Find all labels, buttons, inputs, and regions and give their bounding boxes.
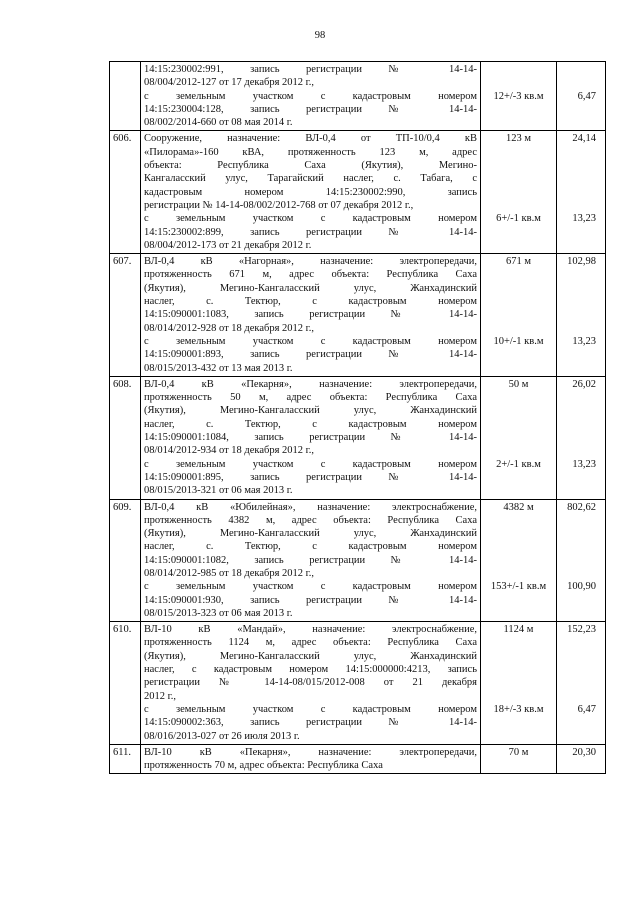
- row-number: 609.: [110, 499, 141, 622]
- value: 13,23: [572, 458, 596, 470]
- description-line: 08/014/2012-934 от 18 декабря 2012 г.,: [144, 445, 315, 457]
- object-description: [141, 376, 481, 499]
- description-line: 08/015/2013-323 от 06 мая 2013 г.: [144, 607, 293, 619]
- description-line: 08/002/2014-660 от 08 мая 2014 г.: [144, 117, 293, 129]
- table-row: [110, 131, 606, 254]
- area-length: 123 м: [505, 133, 532, 145]
- description-line: протяженность 1124 м, адрес объекта: Республика Саха: [144, 637, 477, 649]
- object-description: [141, 131, 481, 254]
- description-line: 08/015/2013-321 от 06 мая 2013 г.: [144, 485, 293, 497]
- description-line: (Якутия), Мегино-Кангаласский улус, Жанхадинский: [144, 282, 477, 294]
- table-row: [110, 376, 606, 499]
- row-number: 606.: [110, 131, 141, 254]
- description-line: объекта: Республика Саха (Якутия), Мегино-: [144, 160, 477, 172]
- description-line: ВЛ-10 кВ «Пекарня», назначение: электропередачи,: [144, 746, 477, 758]
- description-line: 14:15:090001:895, запись регистрации № 14-14-: [144, 471, 477, 483]
- area-length: 70 м: [508, 746, 529, 758]
- description-line: ВЛ-0,4 кВ «Юбилейная», назначение: электроснабжение,: [144, 501, 477, 513]
- description-line: 2012 г.,: [144, 690, 176, 702]
- description-line: с земельным участком с кадастровым номером: [144, 90, 477, 102]
- description-line: 14:15:090001:1083, запись регистрации № 14-14-: [144, 309, 477, 321]
- area-length-cell: [481, 254, 557, 377]
- row-number: 611.: [110, 744, 141, 774]
- table-row: [110, 622, 606, 745]
- description-line: 08/015/2013-432 от 13 мая 2013 г.: [144, 362, 293, 374]
- page-number: 98: [314, 30, 326, 41]
- value: 24,14: [572, 133, 596, 145]
- table-row: [110, 254, 606, 377]
- description-line: 14:15:090002:363, запись регистрации № 14-14-: [144, 717, 477, 729]
- registry-body: [110, 62, 606, 774]
- description-line: «Пилорама»-160 кВА, протяженность 123 м, адрес: [144, 146, 477, 158]
- value: 26,02: [572, 378, 596, 390]
- object-description: [141, 62, 481, 131]
- description-line: наслег, с кадастровым номером 14:15:000000:4213, запись: [144, 664, 477, 676]
- object-description: [141, 744, 481, 774]
- description-line: 14:15:090001:893, запись регистрации № 14-14-: [144, 349, 477, 361]
- value: 13,23: [572, 213, 596, 225]
- property-registry-table: [109, 61, 606, 774]
- area-length: 4382 м: [503, 501, 534, 513]
- value: 152,23: [567, 624, 596, 636]
- description-line: кадастровым номером 14:15:230002:990, запись: [144, 186, 477, 198]
- description-line: ВЛ-0,4 кВ «Нагорная», назначение: электропередачи,: [144, 256, 477, 268]
- description-line: регистрации № 14-14-08/015/2012-008 от 21 декабря: [144, 677, 477, 689]
- description-line: ВЛ-10 кВ «Мандай», назначение: электроснабжение,: [144, 624, 477, 636]
- description-line: протяженность 50 м, адрес объекта: Республика Саха: [144, 392, 477, 404]
- description-line: наслег, с. Тектюр, с кадастровым номером: [144, 418, 477, 430]
- description-line: протяженность 70 м, адрес объекта: Республика Саха: [144, 760, 383, 772]
- description-line: протяженность 671 м, адрес объекта: Республика Саха: [144, 269, 477, 281]
- area-length: 12+/-3 кв.м: [493, 90, 544, 102]
- area-length: 2+/-1 кв.м: [496, 458, 541, 470]
- area-length: 10+/-1 кв.м: [493, 335, 544, 347]
- description-line: с земельным участком с кадастровым номером: [144, 213, 477, 225]
- area-length: 153+/-1 кв.м: [490, 581, 547, 593]
- description-line: с земельным участком с кадастровым номером: [144, 703, 477, 715]
- description-line: 14:15:230002:991, запись регистрации № 14-14-: [144, 64, 477, 75]
- description-line: Сооружение, назначение: ВЛ-0,4 от ТП-10/0,4 кВ: [144, 133, 477, 145]
- description-line: с земельным участком с кадастровым номером: [144, 335, 477, 347]
- description-line: с земельным участком с кадастровым номером: [144, 581, 477, 593]
- area-length: 18+/-3 кв.м: [493, 703, 544, 715]
- value-cell: [557, 62, 606, 131]
- table-row: [110, 62, 606, 131]
- area-length-cell: [481, 744, 557, 774]
- value-cell: [557, 622, 606, 745]
- value: 13,23: [572, 335, 596, 347]
- description-line: 14:15:090001:1084, запись регистрации № 14-14-: [144, 432, 477, 444]
- table-row: [110, 499, 606, 622]
- value: 802,62: [567, 501, 596, 513]
- description-line: 14:15:230004:128, запись регистрации № 14-14-: [144, 103, 477, 115]
- description-line: ВЛ-0,4 кВ «Пекарня», назначение: электропередачи,: [144, 378, 477, 390]
- area-length: 1124 м: [503, 624, 534, 636]
- area-length: 671 м: [505, 256, 532, 268]
- row-number: 610.: [110, 622, 141, 745]
- object-description: [141, 499, 481, 622]
- value: 6,47: [577, 703, 596, 715]
- description-line: наслег, с. Тектюр, с кадастровым номером: [144, 541, 477, 553]
- description-line: 08/004/2012-173 от 21 декабря 2012 г.: [144, 239, 312, 251]
- description-line: 08/016/2013-027 от 26 июля 2013 г.: [144, 730, 300, 742]
- description-line: 08/014/2012-928 от 18 декабря 2012 г.,: [144, 322, 315, 334]
- description-line: 14:15:090001:930, запись регистрации № 14-14-: [144, 594, 477, 606]
- description-line: 14:15:230002:899, запись регистрации № 14-14-: [144, 226, 477, 238]
- description-line: с земельным участком с кадастровым номером: [144, 458, 477, 470]
- area-length: 6+/-1 кв.м: [496, 213, 541, 225]
- area-length-cell: [481, 499, 557, 622]
- description-line: регистрации № 14-14-08/002/2012-768 от 07 декабря 2012 г.,: [144, 199, 414, 211]
- value: 100,90: [567, 581, 596, 593]
- description-line: (Якутия), Мегино-Кангаласский улус, Жанхадинский: [144, 528, 477, 540]
- value: 6,47: [577, 90, 596, 102]
- value: 20,30: [572, 746, 596, 758]
- value-cell: [557, 744, 606, 774]
- row-number: [110, 62, 141, 131]
- area-length-cell: [481, 622, 557, 745]
- area-length: 50 м: [508, 378, 529, 390]
- value-cell: [557, 499, 606, 622]
- value-cell: [557, 376, 606, 499]
- description-line: (Якутия), Мегино-Кангаласский улус, Жанхадинский: [144, 405, 477, 417]
- area-length-cell: [481, 62, 557, 131]
- value-cell: [557, 131, 606, 254]
- area-length-cell: [481, 131, 557, 254]
- description-line: протяженность 4382 м, адрес объекта: Республика Саха: [144, 514, 477, 526]
- row-number: 608.: [110, 376, 141, 499]
- object-description: [141, 254, 481, 377]
- value-cell: [557, 254, 606, 377]
- value: 102,98: [567, 256, 596, 268]
- description-line: (Якутия), Мегино-Кангаласский улус, Жанхадинский: [144, 650, 477, 662]
- table-row: [110, 744, 606, 774]
- object-description: [141, 622, 481, 745]
- description-line: Кангаласский улус, Тарагайский наслег, с. Табага, с: [144, 173, 477, 185]
- area-length-cell: [481, 376, 557, 499]
- description-line: 08/004/2012-127 от 17 декабря 2012 г.,: [144, 77, 315, 89]
- description-line: 08/014/2012-985 от 18 декабря 2012 г.,: [144, 567, 315, 579]
- description-line: 14:15:090001:1082, запись регистрации № 14-14-: [144, 554, 477, 566]
- description-line: наслег, с. Тектюр, с кадастровым номером: [144, 296, 477, 308]
- row-number: 607.: [110, 254, 141, 377]
